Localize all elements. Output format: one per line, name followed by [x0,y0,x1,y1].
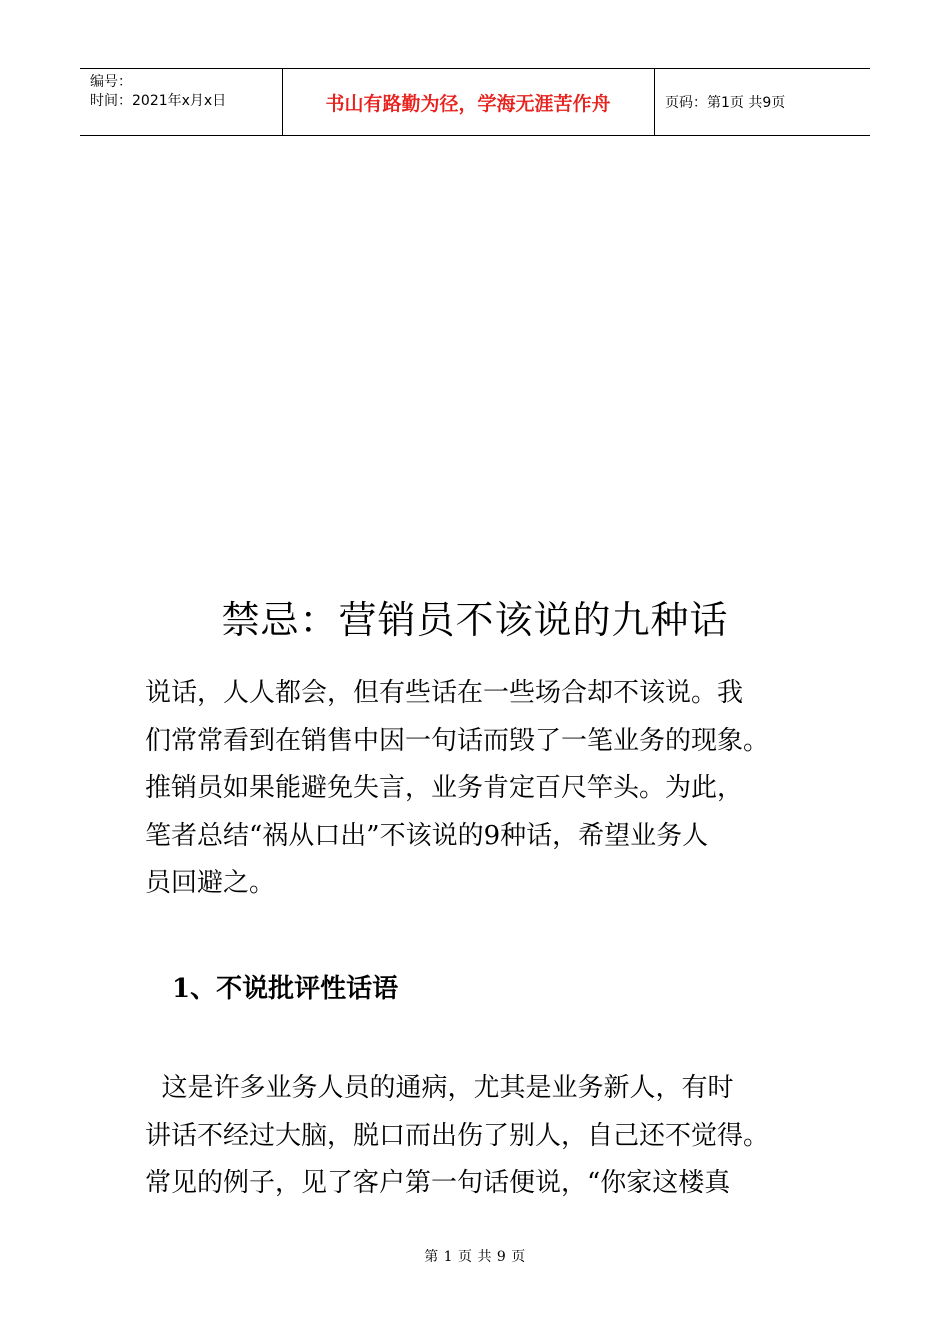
section-1-line: 这是许多业务人员的通病，尤其是业务新人，有时 [145,1073,734,1103]
time-label: 时间：2021年x月x日 [90,93,227,109]
intro-line: 员回避之。 [145,868,276,898]
document-header [80,68,870,136]
section-1-line: 讲话不经过大脑，脱口而出伤了别人，自己还不觉得。 [145,1120,770,1151]
header-motto: 书山有路勤为径，学海无涯苦作舟 [325,92,611,115]
section-1-line: 常见的例子，见了客户第一句话便说，“你家这楼真 [145,1168,731,1198]
header-meta [80,69,282,135]
header-divider-right [654,69,655,135]
header-page-info: 页码：第1页 共9页 [665,95,786,111]
section-1-paragraph [145,1065,845,1208]
intro-line: 们常常看到在销售中因一句话而毁了一笔业务的现象。 [145,725,770,756]
document-title: 禁忌：营销员不该说的九种话 [221,598,729,642]
intro-paragraph [145,670,845,908]
intro-line: 笔者总结“祸从口出”不该说的9种话，希望业务人 [145,820,709,851]
number-label: 编号： [90,74,132,90]
intro-line: 推销员如果能避免失言，业务肯定百尺竿头。为此， [145,773,744,803]
intro-line: 说话，人人都会，但有些话在一些场合却不该说。我 [145,678,744,708]
section-1-heading: 1、不说批评性话语 [172,974,399,1004]
page-footer: 第 1 页 共 9 页 [424,1249,526,1265]
